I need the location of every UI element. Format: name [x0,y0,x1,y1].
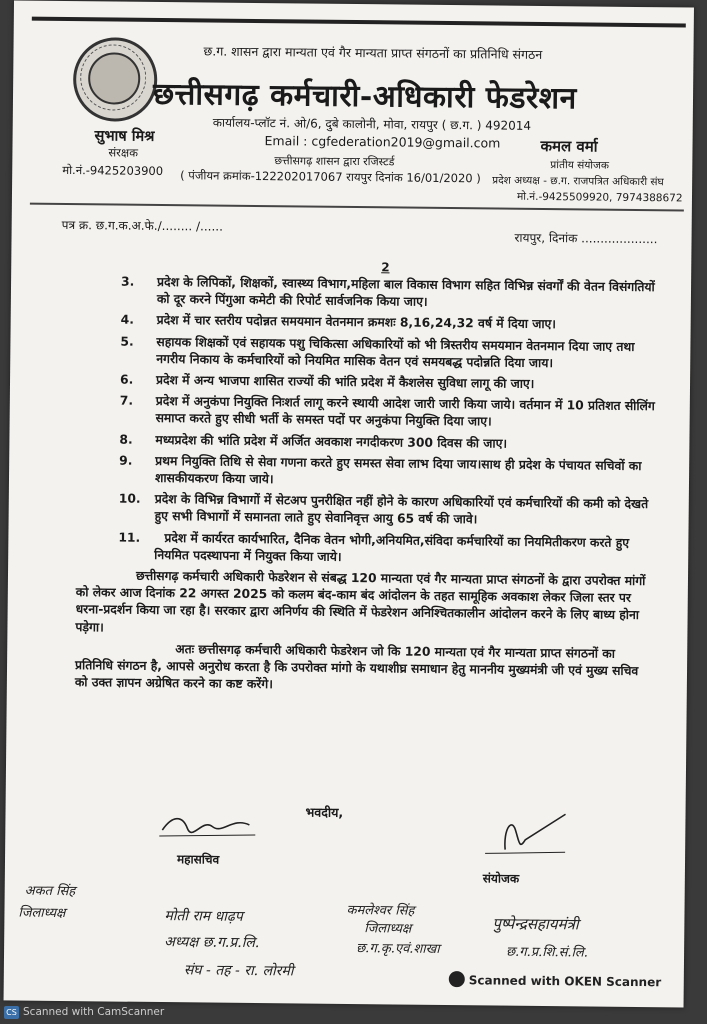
handwritten-signature-text: जिलाध्यक्ष [364,921,412,937]
organization-name: छत्तीसगढ़ कर्मचारी-अधिकारी फेडरेशन [152,76,577,117]
handwritten-signature-text: मोती राम धाढ़प [164,908,243,925]
camscanner-logo-icon: CS [4,1006,19,1019]
demand-item: 9. प्रथम नियुक्ति तिथि से सेवा गणना करते हुए समस्त सेवा लाभ दिया जाय।साथ ही प्रदेश के पंचायत सचिवों का शासकीयकरण किया जाये। [119,453,642,487]
handwritten-signature-text: जिलाध्यक्ष [18,905,66,922]
convener-role-2: प्रदेश अध्यक्ष - छ.ग. राजपत्रित अधिकारी संघ [492,174,664,189]
body-paragraph: अतः छत्तीसगढ़ कर्मचारी अधिकारी फेडरेशन जो कि 120 मान्यता एवं गैर मान्यता प्राप्त संगठनों का प्रतिनिधि संगठन है, आपसे अनुरोध करता है कि उपरोक्त मांगो के यथाशीघ्र समाधान हेतु माननीय मुख्यमंत्री जी एवं मुख्य सचिव को उक्त ज्ञापन अग्रेषित करने का कष्ट करेंगे। [74,642,639,692]
demand-item: 7. प्रदेश में अनुकंपा नियुक्ति निःशर्त लागू करने स्थायी आदेश जारी जारी किया जाये। वर्तमान में 10 प्रतिशत सीलिंग समाप्त करते हुए सीधी भर्ती के समस्त पदों पर अनुकंपा नियुक्ति दिया जाए। [119,393,655,429]
patron-name: सुभाष मिश्र [94,128,155,145]
handwritten-signature-text: अध्यक्ष छ.ग.प्र.लि. [164,934,260,952]
convener-name: कमल वर्मा [540,136,598,156]
page-number: 2 [381,260,390,275]
body-paragraph: छत्तीसगढ़ कर्मचारी अधिकारी फेडरेशन से संबद्ध 120 मान्यता एवं गैर मान्यता प्राप्त संगठनों के द्वारा उपरोक्त मांगों को लेकर आज दिनांक 22 अगस्त 2025 को कलम बंद-काम बंद आंदोलन के तहत सामूहिक अवकाश लेकर जिला स्तर पर धरना-प्रदर्शन किया जा रहा है। सरकार द्वारा अनिर्णय की स्थिति में फेडरेशन अनिश्चितकालीन आंदोलन करने के लिए बाध्य होना पड़ेगा। [75,568,646,635]
oken-scanner-logo-icon [449,971,465,987]
closing-salutation: भवदीय, [305,804,344,820]
general-secretary-signature [157,810,257,839]
top-border-line [32,17,686,28]
registration-number: ( पंजीयन क्रमांक-122202017067 रायपुर दिनांक 16/01/2020 ) [180,168,481,186]
demand-item: 8. मध्यप्रदेश की भांति प्रदेश में अर्जित अवकाश नगदीकरण 300 दिवस की जाए। [119,432,508,451]
general-secretary-title: महासचिव [176,852,220,867]
convener-mobile: मो.नं.-9425509920, 7974388672 [516,190,683,205]
letter-page [4,0,694,1007]
convener-title: संयोजक [482,871,520,886]
demand-item: 3. प्रदेश के लिपिकों, शिक्षकों, स्वास्थ्य विभाग,महिला बाल विकास विभाग सहित विभिन्न संवर्गों की वेतन विसंगतियों को दूर करने पिंगुआ कमेटी की रिपोर्ट सार्वजनिक किया जाए। [121,274,655,309]
demand-item: 10. प्रदेश के विभिन्न विभागों में सेटअप पुनरीक्षित नहीं होने के कारण अधिकारियों एवं कर्मचारियों की कमी को देखते हुए सभी विभागों में समानता लाते हुए सेवानिवृत्त आयु 65 वर्ष की जावे। [118,491,649,527]
convener-role: प्रांतीय संयोजक [550,159,609,172]
letter-date: रायपुर, दिनांक .................... [514,230,658,247]
handwritten-signature-text: पुष्पेन्द्रसहायमंत्री [492,914,579,934]
camscanner-watermark [4,1006,164,1019]
patron-mobile: मो.नं.-9425203900 [62,162,164,179]
office-address: कार्यालय-प्लॉट नं. ओ/6, दुबे कालोनी, मोवा, रायपुर ( छ.ग. ) 492014 [212,115,532,133]
convener-signature [475,809,575,858]
handwritten-signature-text: छ.ग.प्र.शि.सं.लि. [506,944,588,961]
letter-reference: पत्र क्र. छ.ग.क.अ.फे./........ /...... [61,217,224,234]
office-email: Email : cgfederation2019@gmail.com [264,133,501,151]
federation-logo-icon [73,37,158,122]
demand-item: 6. प्रदेश में अन्य भाजपा शासित राज्यों की भांति प्रदेश में कैशलेस सुविधा लागू की जाए। [119,372,535,391]
demand-item: 5. सहायक शिक्षकों एवं सहायक पशु चिकित्सा अधिकारियों को भी त्रिस्तरीय समयमान वेतनमान दिया जाए तथा नगरीय निकाय के कर्मचारियों को नियमित मासिक वेतन एवं समयबद्ध पदोन्नति दिया जाय। [120,334,635,370]
oken-scanner-watermark: Scanned with OKEN Scanner [468,973,662,990]
handwritten-signature-text: संघ - तह - रा. लोरमी [183,962,294,980]
registered-note: छत्तीसगढ़ शासन द्वारा रजिस्टर्ड [274,154,395,169]
letter-body [74,274,659,702]
demand-item: 11. प्रदेश में कार्यरत कार्यभारित, दैनिक वेतन भोगी,अनियमित,संविदा कर्मचारियों का नियमितीकरण करते हुए नियमित पदस्थापना में नियुक्त किया जाये। [118,530,630,564]
handwritten-signature-text: अकत सिंह [24,883,76,900]
header-tagline: छ.ग. शासन द्वारा मान्यता एवं गैर मान्यता प्राप्त संगठनों का प्रतिनिधि संगठन [203,43,543,62]
handwritten-signature-text: छ.ग.कृ.एवं.शाखा [356,941,440,957]
handwritten-signature-text: कमलेश्वर सिंह [346,902,415,919]
demand-item: 4. प्रदेश में चार स्तरीय पदोन्नत समयमान वेतनमान क्रमशः 8,16,24,32 वर्ष में दिया जाए। [120,312,557,332]
camscanner-text: Scanned with CamScanner [23,1006,165,1018]
patron-role: संरक्षक [108,145,139,160]
